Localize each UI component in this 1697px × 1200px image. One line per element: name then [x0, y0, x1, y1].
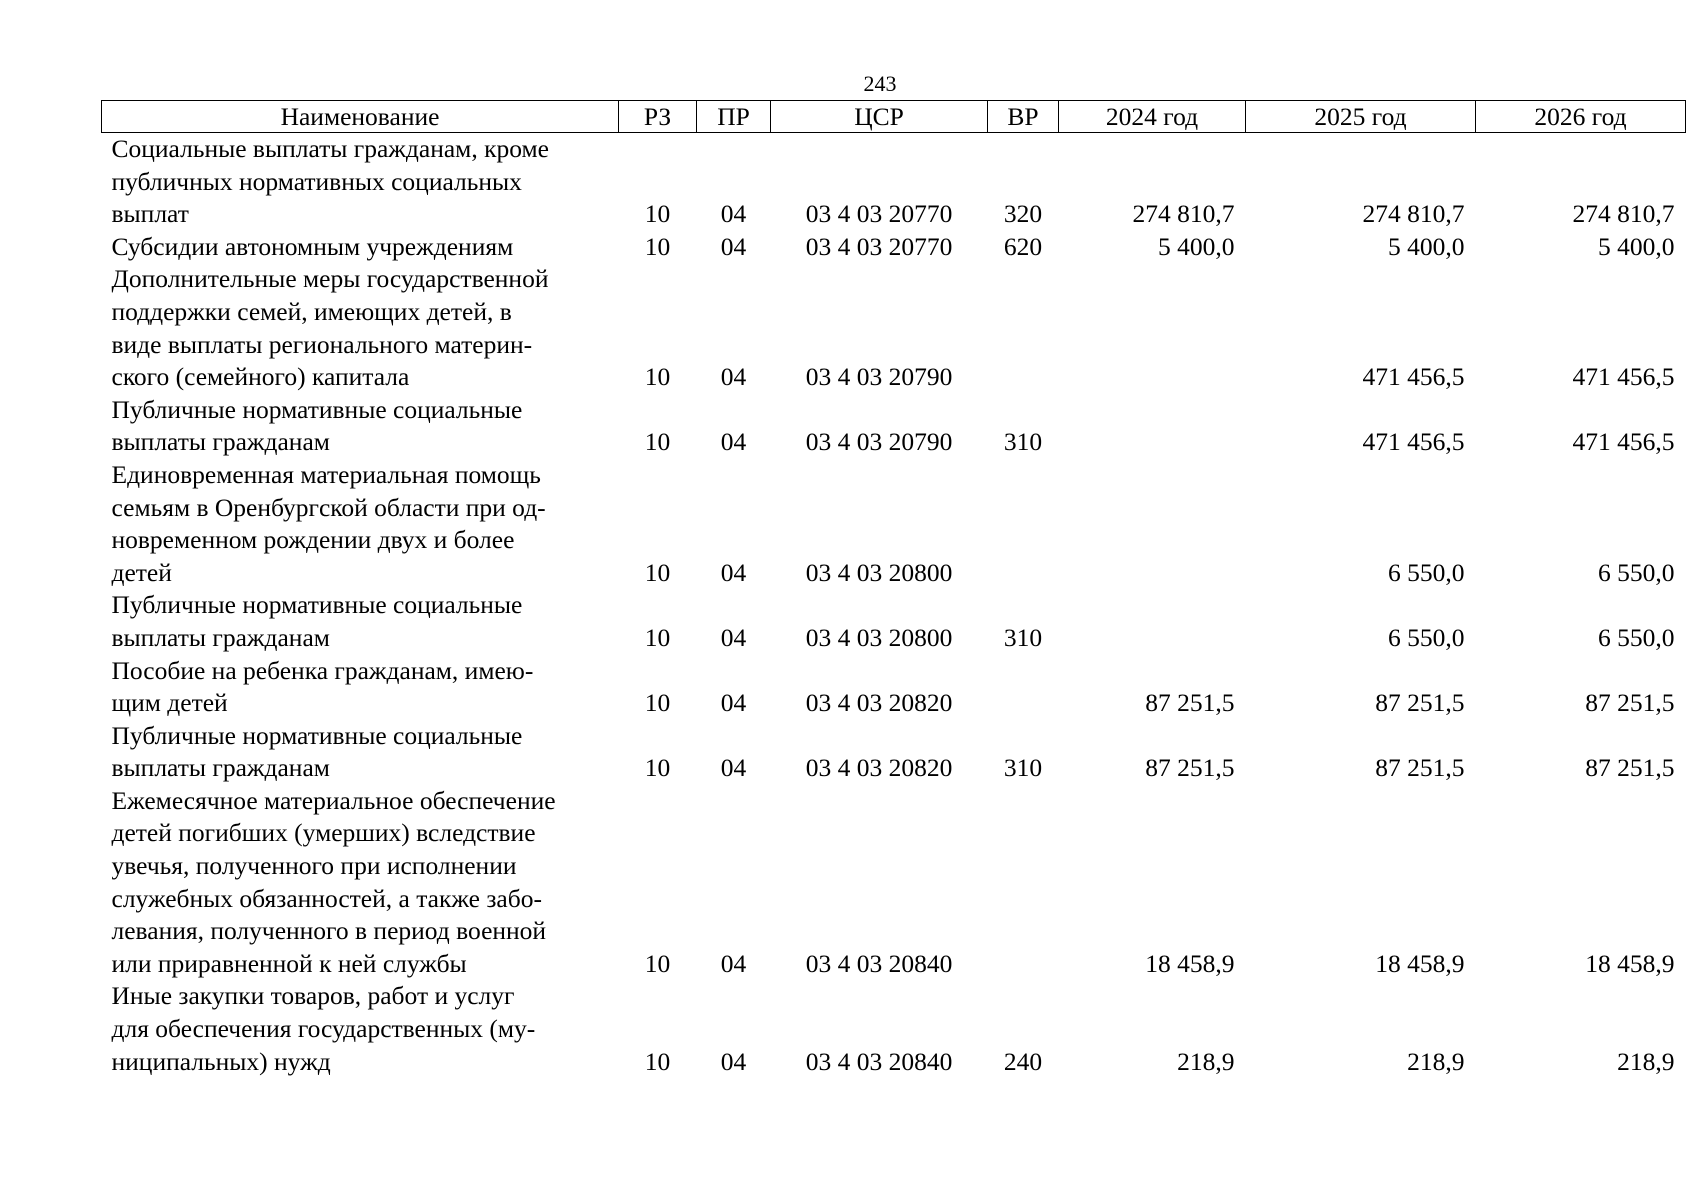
budget-table	[101, 100, 1686, 1078]
row-vr	[988, 459, 1059, 589]
row-name: Пособие на ребенка гражданам, имею- щим детей	[111, 655, 534, 718]
row-value-2025: 18 458,9	[1375, 948, 1465, 978]
table-row	[102, 394, 1686, 459]
row-vr: 310	[1003, 427, 1043, 457]
row-name: Ежемесячное материальное обеспечение детей погибших (умерших) вследствие увечья, полученного при исполнении служебных обязанностей, а также забо- левания, полученного в период военной или приравненной к ней службы	[111, 785, 556, 978]
row-pr: 04	[720, 948, 747, 978]
column-header-rz: РЗ	[619, 101, 697, 133]
row-rz: 10	[644, 622, 671, 652]
table-body	[102, 133, 1686, 1079]
row-pr: 04	[720, 427, 747, 457]
row-vr: 320	[1003, 199, 1043, 229]
row-value-2025: 6 550,0	[1388, 622, 1465, 652]
table-row	[102, 785, 1686, 981]
row-vr	[988, 785, 1059, 981]
row-pr: 04	[720, 1046, 747, 1076]
row-rz: 10	[644, 688, 671, 718]
row-name: Иные закупки товаров, работ и услуг для обеспечения государственных (му- ниципальных) нужд	[111, 981, 536, 1076]
row-rz: 10	[644, 557, 671, 587]
column-header-2025: 2025 год	[1246, 101, 1476, 133]
row-value-2024: 87 251,5	[1145, 753, 1235, 783]
row-value-2026: 274 810,7	[1572, 199, 1675, 229]
row-name: Публичные нормативные социальные выплаты гражданам	[111, 590, 523, 652]
table-row	[102, 980, 1686, 1078]
row-rz: 10	[644, 753, 671, 783]
column-header-vr: ВР	[988, 101, 1059, 133]
row-pr: 04	[720, 231, 747, 261]
row-value-2025: 5 400,0	[1388, 231, 1465, 261]
row-value-2026: 6 550,0	[1598, 557, 1675, 587]
row-pr: 04	[720, 557, 747, 587]
row-csr: 03 4 03 20790	[805, 427, 953, 457]
row-vr	[988, 263, 1059, 393]
row-csr: 03 4 03 20800	[805, 557, 953, 587]
row-value-2026: 471 456,5	[1572, 427, 1675, 457]
row-value-2024: 274 810,7	[1132, 199, 1235, 229]
row-csr: 03 4 03 20770	[805, 199, 953, 229]
row-name: Субсидии автономным учреждениям	[111, 231, 514, 261]
table-row	[102, 459, 1686, 589]
table-row	[102, 655, 1686, 720]
column-header-csr: ЦСР	[771, 101, 988, 133]
row-name: Публичные нормативные социальные выплаты гражданам	[111, 394, 523, 457]
row-vr: 620	[1003, 231, 1043, 261]
table-row	[102, 589, 1686, 654]
row-value-2024: 5 400,0	[1158, 231, 1235, 261]
row-value-2025: 471 456,5	[1362, 362, 1465, 392]
column-header-pr: ПР	[697, 101, 771, 133]
row-rz: 10	[644, 362, 671, 392]
row-rz: 10	[644, 199, 671, 229]
row-value-2026: 87 251,5	[1585, 688, 1675, 718]
row-value-2025: 218,9	[1407, 1046, 1465, 1076]
table-row	[102, 231, 1686, 264]
row-value-2026: 87 251,5	[1585, 753, 1675, 783]
table-row	[102, 263, 1686, 393]
row-csr: 03 4 03 20770	[805, 231, 953, 261]
row-vr: 240	[1003, 1046, 1043, 1076]
row-rz: 10	[644, 948, 671, 978]
row-csr: 03 4 03 20800	[805, 622, 953, 652]
row-value-2026: 18 458,9	[1585, 948, 1675, 978]
row-pr: 04	[720, 199, 747, 229]
row-value-2025: 6 550,0	[1388, 557, 1465, 587]
row-rz: 10	[644, 427, 671, 457]
row-pr: 04	[720, 753, 747, 783]
row-value-2025: 274 810,7	[1362, 199, 1465, 229]
row-value-2026: 5 400,0	[1598, 231, 1675, 261]
row-value-2024	[1059, 589, 1246, 654]
row-pr: 04	[720, 688, 747, 718]
row-vr: 310	[1003, 622, 1043, 652]
row-name: Социальные выплаты гражданам, кроме публичных нормативных социальных выплат	[111, 134, 549, 229]
row-value-2024: 87 251,5	[1145, 688, 1235, 718]
page-number: 243	[863, 71, 897, 96]
row-value-2024	[1059, 263, 1246, 393]
row-value-2024	[1059, 394, 1246, 459]
row-pr: 04	[720, 622, 747, 652]
row-pr: 04	[720, 362, 747, 392]
row-vr	[988, 655, 1059, 720]
row-vr: 310	[1003, 753, 1043, 783]
row-csr: 03 4 03 20840	[805, 948, 953, 978]
row-value-2025: 87 251,5	[1375, 753, 1465, 783]
table-header-row	[102, 101, 1686, 133]
row-value-2025: 87 251,5	[1375, 688, 1465, 718]
row-rz: 10	[644, 231, 671, 261]
table-row	[102, 720, 1686, 785]
row-value-2026: 218,9	[1617, 1046, 1675, 1076]
row-value-2024: 18 458,9	[1145, 948, 1235, 978]
row-value-2026: 6 550,0	[1598, 622, 1675, 652]
column-header-2026: 2026 год	[1476, 101, 1686, 133]
column-header-name: Наименование	[102, 101, 619, 133]
row-name: Публичные нормативные социальные выплаты гражданам	[111, 720, 523, 783]
row-csr: 03 4 03 20790	[805, 362, 953, 392]
row-name: Единовременная материальная помощь семьям в Оренбургской области при од- новременном рождении двух и более детей	[111, 459, 546, 587]
row-value-2024	[1059, 459, 1246, 589]
row-name: Дополнительные меры государственной поддержки семей, имеющих детей, в виде выплаты регионального материн- ского (семейного) капитала	[111, 264, 549, 392]
row-value-2025: 471 456,5	[1362, 427, 1465, 457]
row-value-2026: 471 456,5	[1572, 362, 1675, 392]
row-csr: 03 4 03 20840	[805, 1046, 953, 1076]
column-header-2024: 2024 год	[1059, 101, 1246, 133]
row-value-2024: 218,9	[1177, 1046, 1235, 1076]
table-row	[102, 133, 1686, 231]
row-csr: 03 4 03 20820	[805, 688, 953, 718]
row-csr: 03 4 03 20820	[805, 753, 953, 783]
row-rz: 10	[644, 1046, 671, 1076]
